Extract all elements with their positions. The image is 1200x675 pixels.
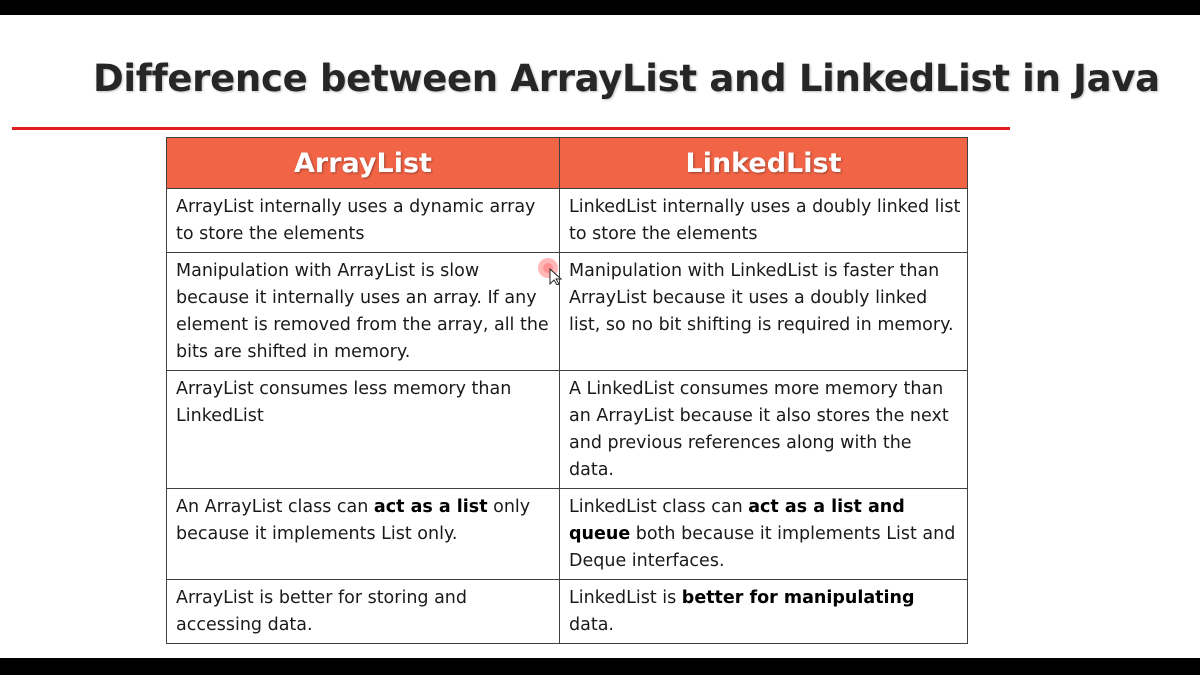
- slide-title: Difference between ArrayList and LinkedList in Java: [93, 57, 1160, 100]
- table-row: [167, 580, 968, 644]
- arraylist-cell: [167, 489, 560, 580]
- arraylist-cell: ArrayList consumes less memory than LinkedList: [167, 371, 560, 489]
- arraylist-cell: Manipulation with ArrayList is slow because it internally uses an array. If any element is removed from the array, all the bits are shifted in memory.: [167, 253, 560, 371]
- table-row: [167, 189, 968, 253]
- cell-text: An ArrayList class can: [176, 497, 374, 517]
- header-linkedlist: LinkedList: [560, 138, 968, 189]
- linkedlist-cell: LinkedList internally uses a doubly linked list to store the elements: [560, 189, 968, 253]
- arraylist-cell: ArrayList internally uses a dynamic array to store the elements: [167, 189, 560, 253]
- slide: [0, 15, 1200, 658]
- header-arraylist: ArrayList: [167, 138, 560, 189]
- title-underline: [12, 127, 1010, 130]
- table-row: [167, 253, 968, 371]
- linkedlist-cell: Manipulation with LinkedList is faster than ArrayList because it uses a doubly linked list, so no bit shifting is required in memory.: [560, 253, 968, 371]
- linkedlist-cell: [560, 489, 968, 580]
- table-row: [167, 371, 968, 489]
- linkedlist-cell: [560, 580, 968, 644]
- cell-text: only because it implements List only.: [176, 497, 531, 544]
- table-row: [167, 489, 968, 580]
- cell-emphasis: better for manipulating: [681, 588, 915, 608]
- table-header-row: [167, 138, 968, 189]
- cell-text: data.: [569, 615, 614, 635]
- cell-text: LinkedList is: [569, 588, 682, 608]
- cell-emphasis: act as a list and queue: [569, 497, 905, 544]
- cell-text: both because it implements List and Deque interfaces.: [569, 524, 956, 571]
- cell-emphasis: act as a list: [373, 497, 488, 517]
- cell-text: LinkedList class can: [569, 497, 749, 517]
- linkedlist-cell: A LinkedList consumes more memory than an ArrayList because it also stores the next and previous references along with the data.: [560, 371, 968, 489]
- arraylist-cell: ArrayList is better for storing and accessing data.: [167, 580, 560, 644]
- comparison-table: [166, 137, 968, 644]
